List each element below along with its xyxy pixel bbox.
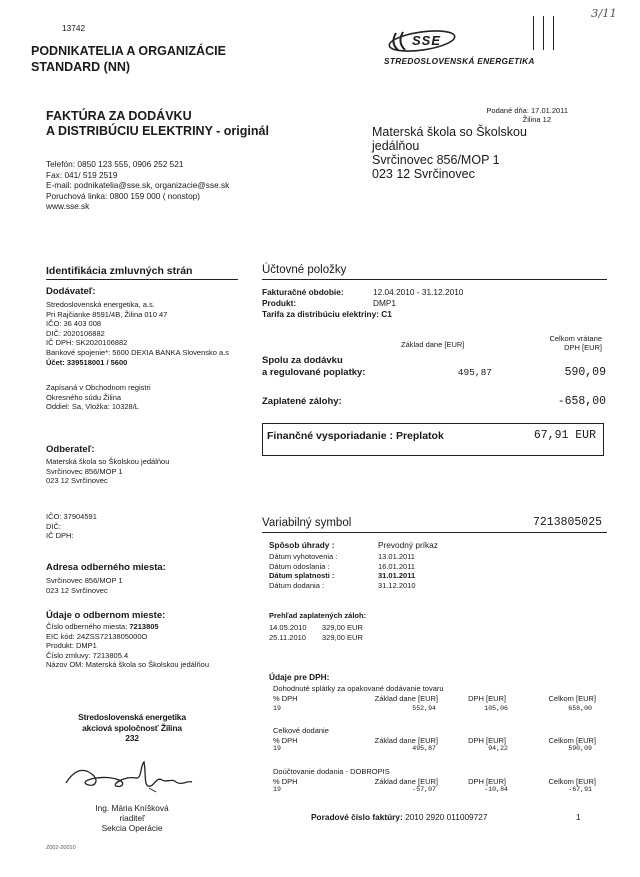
vat-total-label: Celkom [EUR] [548,694,596,703]
eic-code: EIC kód: 24ZSS7213805000O [46,631,148,641]
due-date: 31.01.2011 [378,571,416,581]
supplier-dic: DIČ: 2020106882 [46,328,105,338]
payment-method-value: Prevodný príkaz [378,540,438,550]
recipient-name-line1: Materská škola so Školskou [372,125,527,139]
vat-base-label: Základ dane [EUR] [374,777,438,786]
supplier-address: Pri Rajčianke 8591/4B, Žilina 010 47 [46,309,168,319]
supplier-ico: IČO: 36 403 008 [46,319,102,329]
issue-date-label: Dátum vyhotovenia : [269,552,338,561]
customer-ico: IČO: 37904591 [46,512,97,521]
variable-symbol-label: Variabilný symbol [262,517,352,529]
stamp-line: 232 [125,733,139,743]
supplier-label: Dodávateľ: [46,286,96,297]
signature-icon [64,758,194,798]
document-id: 13742 [62,23,86,33]
point-name: Názov OM: Materská škola so Školskou jedálňou [46,660,209,670]
supplier-bank: Bankové spojenie*: 5600 DEXIA BANKA Slovensko a.s [46,347,230,357]
vat-amount: -10,84 [484,786,508,793]
handwritten-corner-mark: 3/11 [591,6,617,20]
contact-block [46,159,229,212]
payment-dates-values [378,552,416,590]
vat-block-heading: Dohodnuté splátky za opakované dodávanie tovaru [273,684,444,693]
paid-advances-title: Prehľad zaplatených záloh: [269,611,367,620]
customer-city: 023 12 Svrčinovec [46,476,108,486]
vat-base: 495,87 [412,745,436,752]
recipient-city: 023 12 Svrčinovec [372,167,475,181]
post-office: Žilina 12 [522,115,551,124]
settlement-amount: 67,91 EUR [533,429,596,442]
vat-rate: 19 [273,745,281,752]
customer-details [46,457,169,486]
tariff-line: Tarifa za distribúciu elektriny: C1 [262,309,392,319]
supplier-icdph: IČ DPH: SK2020106882 [46,338,128,348]
vat-total-label: Celkom [EUR] [548,736,596,745]
paid-advances-amounts [322,623,363,642]
contact-website: www.sse.sk [46,201,90,211]
supplier-details [46,300,229,367]
paid-advances-dates [269,623,307,642]
point-number: 7213805 [129,622,159,631]
recipient-street: Svrčinovec 856/MOP 1 [372,153,500,167]
customer-street: Svrčinovec 856/MOP 1 [46,466,123,476]
advance-date: 14.05.2010 [269,623,307,632]
contact-phone: Telefón: 0850 123 555, 0906 252 521 [46,159,184,169]
advance-date: 25.11.2010 [269,632,306,642]
advance-amount: 329,00 EUR [322,623,363,632]
accounting-divider [262,279,607,280]
advances-label: Zaplatené zálohy: [262,396,342,407]
column-header-total-line2: DPH [EUR] [564,342,602,352]
signatory-department: Sekcia Operácie [101,823,163,833]
recipient-address [372,125,527,181]
column-header-total [500,335,602,352]
customer-segment-line1: PODNIKATELIA A ORGANIZÁCIE [31,44,226,58]
vat-amount: 105,06 [484,705,508,712]
vat-base: -57,07 [412,786,436,793]
customer-icdph: IČ DPH: [46,531,74,541]
supply-total-label [262,355,365,379]
supply-total-label-line1: Spolu za dodávku [262,355,343,366]
billing-period-label: Fakturačné obdobie: [262,287,344,297]
point-number-label: Číslo odberného miesta: [46,622,128,631]
vat-base-label: Základ dane [EUR] [374,694,438,703]
recipient-name-line2: jedálňou [372,139,420,153]
vat-rate-label: % DPH [273,694,298,703]
contract-number: Číslo zmluvy: 7213805.4 [46,650,129,660]
issue-date: 13.01.2011 [378,552,415,561]
customer-name: Materská škola so Školskou jedálňou [46,457,170,466]
registry-line: Zapísaná v Obchodnom registri [46,383,151,392]
vat-total: -67,91 [568,786,592,793]
payment-dates-labels [269,552,337,590]
customer-label: Odberateľ: [46,444,95,455]
contact-fax: Fax: 041/ 519 2519 [46,169,118,180]
supplier-registry [46,383,151,412]
vat-base: 552,94 [412,705,436,712]
vat-rate-label: % DPH [273,777,298,786]
vat-rate: 19 [273,786,281,793]
supply-total-label-line2: a regulované poplatky: [262,367,366,378]
vat-amount-label: DPH [EUR] [468,694,506,703]
column-header-base: Základ dane [EUR] [401,340,465,349]
variable-symbol-divider [262,532,607,533]
settlement-label: Finančné vysporiadanie : Preplatok [267,430,444,442]
payment-method-label: Spôsob úhrady : [269,540,335,550]
supplier-account: Účet: 339518001 / 5600 [46,357,128,367]
vat-base-label: Základ dane [EUR] [374,736,438,745]
point-product: Produkt: DMP1 [46,641,97,651]
delivery-date: 31.12.2010 [378,580,416,590]
stamp-line: Stredoslovenská energetika [78,712,186,722]
delivery-street: Svrčinovec 856/MOP 1 [46,576,123,585]
advance-amount: 329,00 EUR [322,632,363,642]
postal-barcode [533,16,557,50]
vat-amount-label: DPH [EUR] [468,736,506,745]
delivery-city: 023 12 Svrčinovec [46,585,108,595]
invoice-serial-value: 2010 2920 011009727 [405,812,488,822]
page-number: 1 [576,812,581,822]
point-info-lines [46,622,209,670]
form-code: Z002-20010 [46,845,76,851]
vat-rate-label: % DPH [273,736,298,745]
contact-email: E-mail: podnikatelia@sse.sk, organizacie@sse.sk [46,180,230,190]
customer-dic: DIČ: [46,521,61,531]
signatory-block [82,803,182,833]
column-header-total-line1: Celkom vrátane [549,334,602,343]
signatory-role: riaditeľ [119,813,145,823]
parties-section-title: Identifikácia zmluvných strán [46,265,193,277]
company-stamp [72,712,192,744]
customer-segment-line2: STANDARD (NN) [31,60,131,74]
invoice-serial-label: Poradové číslo faktúry: [311,812,403,822]
logo-lettering: SSE [412,33,442,48]
due-date-label: Dátum splatnosti : [269,571,335,581]
delivery-address-lines [46,576,123,595]
sent-date-label: Dátum odoslania : [269,561,330,571]
sent-date: 16.01.2011 [378,561,415,571]
billing-period-value: 12.04.2010 - 31.12.2010 [373,287,464,297]
signatory-name: Ing. Mária Kníšková [95,803,169,813]
product-value: DMP1 [373,298,397,308]
advances-amount: -658,00 [557,395,606,408]
customer-ids [46,512,97,541]
parties-divider [46,279,238,280]
invoice-serial [311,812,488,822]
supply-base-amount: 495,87 [457,367,492,378]
contact-hotline: Poruchová linka: 0800 159 000 ( nonstop) [46,190,201,201]
signature-image [64,758,194,803]
registry-line: Okresného súdu Žilina [46,392,122,402]
variable-symbol-value: 7213805025 [532,516,602,529]
delivery-address-label: Adresa odberného miesta: [46,562,166,573]
supply-total-amount: 590,09 [564,366,606,379]
stamp-line: akciová spoločnosť Žilina [82,722,182,733]
invoice-title-line1: FAKTÚRA ZA DODÁVKU [46,109,192,123]
delivery-date-label: Dátum dodania : [269,580,325,590]
vat-total: 590,09 [568,745,592,752]
brand-name: STREDOSLOVENSKÁ ENERGETIKA [384,56,535,66]
vat-block-heading: Celkové dodanie [273,726,329,735]
vat-total-label: Celkom [EUR] [548,777,596,786]
vat-total: 658,00 [568,705,592,712]
vat-block-heading: Doúčtovanie dodania - DOBROPIS [273,767,390,776]
vat-rate: 19 [273,705,281,712]
point-info-label: Údaje o odbernom mieste: [46,610,166,621]
registry-line: Oddiel: Sa, Vložka: 10328/L [46,402,139,412]
invoice-title-line2: A DISTRIBÚCIU ELEKTRINY - originál [46,124,269,138]
posting-date: Podané dňa: 17.01.2011 [486,106,568,115]
product-label: Produkt: [262,298,297,308]
vat-amount-label: DPH [EUR] [468,777,506,786]
vat-title: Údaje pre DPH: [269,672,330,682]
vat-amount: 94,22 [488,745,508,752]
accounting-section-title: Účtovné položky [262,264,347,276]
supplier-name: Stredoslovenská energetika, a.s. [46,300,155,309]
